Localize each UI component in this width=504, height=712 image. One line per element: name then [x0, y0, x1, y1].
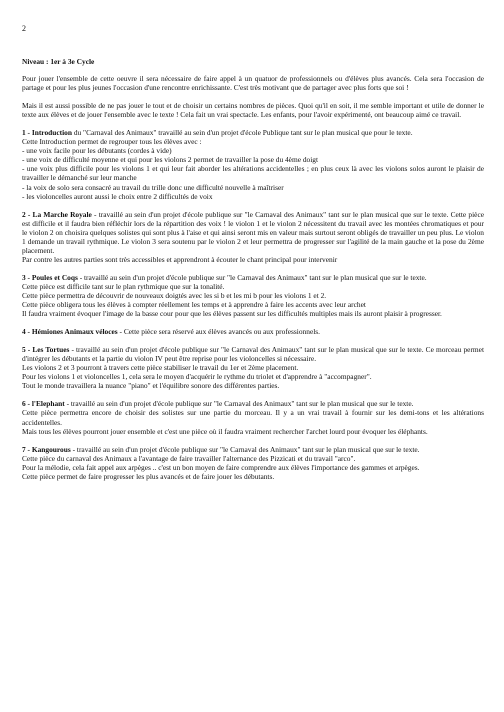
- piece-description: du "Carnaval des Animaux" travaillé au sein d'un projet d'école Publique tant sur le plan musical que pour le texte.: [71, 128, 413, 138]
- piece-title: 6 - l'Elephant: [22, 399, 65, 409]
- piece-intro: [22, 327, 484, 336]
- piece-description: - Cette pièce sera réservé aux élèves avancés ou aux professionnels.: [117, 327, 321, 337]
- piece-detail-line: Les violons 2 et 3 pourront à travers cette pièce stabiliser le travail du 1er et 2ème placement.: [22, 363, 299, 373]
- piece-section: [22, 345, 484, 390]
- piece-detail-line: - une voix facile pour les débutants (cordes à vide): [22, 146, 172, 156]
- piece-detail-line: Cette pièce permet de faire progresser les plus avancés et de faire jouer les débutants.: [22, 471, 275, 481]
- piece-detail-line: Par contre les autres parties sont très accessibles et apprendront à écouter le chant principal pour intervenir: [22, 254, 338, 264]
- piece-section: [22, 210, 484, 264]
- piece-detail-line: - une voix plus difficile pour les violons 1 et qui leur fait aborder les altérations accidentelles ; en plus ceux là avec les violons solos auront le plaisir de travailler le démanché sur leur manche: [22, 164, 484, 183]
- piece-intro: [22, 399, 484, 408]
- piece-detail-line: - la voix de solo sera consacré au travail du trille donc une difficulté nouvelle à maîtriser: [22, 182, 284, 192]
- piece-description: - travaillé au sein d'un projet d'école publique sur "le Carnaval des Animaux" tant sur le plan musical que sur le texte. Cette pièce est difficile et il faudra bien réfléchir lors de la répartition des voix ! le violon 1 et le violon 2 nécessitent du travail avec les montées chromatiques et pour le violon 2 on choisira quelques solistes qui sont plus à l'aise et qui ainsi seront mis en valeur mais surtout seront obligés de travailler un peu plus. Le violon 1 demande un travail rythmique. Le violon 3 sera soutenu par le violon 2 et leur permettra de progresser sur l'agilité de la main gauche et la pose du 2ème placement.: [22, 209, 485, 255]
- pieces-list: [22, 128, 484, 481]
- level-heading: Niveau : 1er à 3e Cycle: [22, 57, 95, 66]
- piece-detail-line: Il faudra vraiment évoquer l'image de la basse cour pour que les élèves passent sur les difficultés multiples mais ils auront plaisir à progresser.: [22, 309, 442, 319]
- piece-detail-line: Pour les violons 1 et violoncelles 1, cela sera le moyen d'acquérir le rythme du triolet et d'apprendre à "accompagner".: [22, 372, 372, 382]
- piece-description: - travaillé au sein d'un projet d'école publique sur "le Carnaval des Animaux" tant sur le plan musical que sur le texte. Ce morceau permet d'intégrer les débutants et la partie du violon IV peut être reprise pour les violoncelles si nécessaire.: [22, 345, 485, 364]
- piece-detail-line: Cette pièce permettra encore de choisir des solistes sur une partie du morceau. Il y a un vrai travail à fournir sur les demi-tons et les altérations accidentelles.: [22, 408, 484, 427]
- piece-section: [22, 399, 484, 435]
- piece-title: 3 - Poules et Coqs: [22, 272, 78, 282]
- piece-section: [22, 273, 484, 318]
- piece-detail-line: - les violoncelles auront aussi le choix entre 2 difficultés de voix: [22, 191, 213, 201]
- piece-intro: [22, 273, 484, 282]
- piece-title: 5 - Les Tortues: [22, 345, 70, 355]
- intro-paragraph: Mais il est aussi possible de ne pas jouer le tout et de choisir un certains nombres de pièces. Quoi qu'il en soit, il me semble important et utile de donner le texte aux élèves et de jouer l'ensemble avec le texte ! Cela fait un vrai spectacle. Les enfants, pour l'avoir expérimenté, ont beaucoup aimé ce travail.: [22, 101, 484, 120]
- piece-detail-line: Cette pièce est difficile tant sur le plan rythmique que sur la tonalité.: [22, 281, 225, 291]
- piece-intro: [22, 210, 484, 255]
- piece-section: [22, 128, 484, 200]
- piece-detail-line: - une voix de difficulté moyenne et qui pour les violons 2 permet de travailler la pose du 4ème doigt: [22, 155, 319, 165]
- page-number: 2: [22, 24, 26, 33]
- piece-detail-line: Cette pièce permettra de découvrir de nouveaux doigtés avec les si b et les mi b pour les violons 1 et 2.: [22, 290, 327, 300]
- piece-section: [22, 445, 484, 481]
- piece-detail-line: Tout le monde travaillera la nuance "piano" et l'équilibre sonore des différentes parties.: [22, 381, 280, 391]
- piece-detail-line: Cette pièce obligera tous les élèves à compter réellement les temps et à apprendre à faire les accents avec leur archet: [22, 300, 366, 310]
- piece-detail-line: Cette Introduction permet de regrouper tous les élèves avec :: [22, 137, 202, 147]
- piece-title: 1 - Introduction: [22, 128, 72, 138]
- piece-detail-line: Pour la mélodie, cela fait appel aux arpèges .. c'est un bon moyen de faire comprendre aux élèves l'importance des gammes et arpèges.: [22, 462, 420, 472]
- piece-detail-line: Mais tous les élèves pourront jouer ensemble et c'est une pièce où il faudra vraiment rechercher l'archet lourd pour évoquer les éléphants.: [22, 426, 428, 436]
- piece-description: - travaillé au sein d'un projet d'école publique sur "le Carnaval des Animaux" tant sur le plan musical que sur le texte.: [70, 444, 420, 454]
- piece-intro: [22, 445, 484, 454]
- intro-paragraph: Pour jouer l'ensemble de cette oeuvre il sera nécessaire de faire appel à un quatuor de professionnels ou d'élèves plus avancés. Cela sera l'occasion de partage et pour les plus jeunes l'occasion d'une rencontre enrichissante. C'est très motivant que de partager avec plus forts que soi !: [22, 74, 484, 93]
- piece-title: 7 - Kangourous: [22, 444, 71, 454]
- piece-section: [22, 327, 484, 336]
- document-body: [22, 57, 484, 490]
- piece-intro: [22, 345, 484, 363]
- piece-description: - travaillé au sein d'un projet d'école publique sur "le Carnaval des Animaux" tant sur le plan musical que sur le texte.: [77, 272, 427, 282]
- piece-detail-line: Cette pièce du carnaval des Animaux a l'avantage de faire travailler l'alternance des Pizzicati et du travail "arco".: [22, 453, 356, 463]
- piece-title: 4 - Hémiones Animaux véloces: [22, 327, 118, 337]
- piece-title: 2 - La Marche Royale: [22, 209, 92, 219]
- piece-description: - travaillé au sein d'un projet d'école publique sur "le Carnaval des Animaux" tant sur le plan musical que sur le texte.: [64, 399, 414, 409]
- piece-intro: [22, 128, 484, 137]
